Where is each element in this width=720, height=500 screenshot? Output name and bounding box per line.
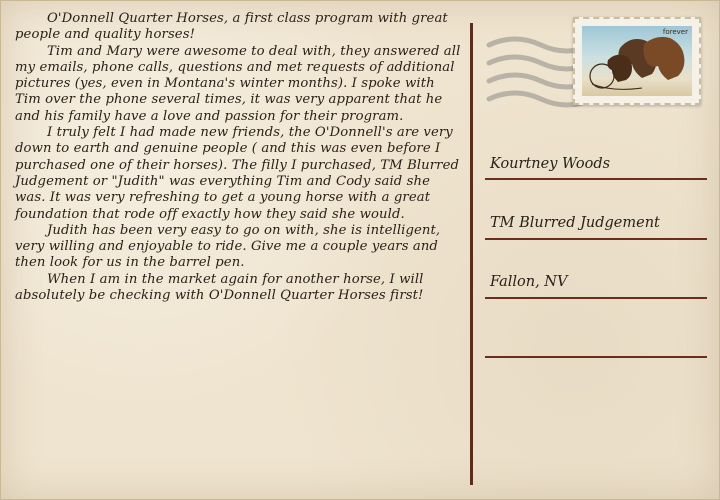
message-paragraph-4: Judith has been very easy to go on with, she is intelligent, very willing and enjoyable to ride. Give me a couple years and then look for us in the barrel pen. bbox=[15, 222, 441, 271]
message-paragraph-1: O'Donnell Quarter Horses, a first class program with great people and quality horses! bbox=[15, 11, 448, 43]
address-rule-1 bbox=[485, 178, 707, 180]
address-rule-3 bbox=[485, 297, 707, 299]
address-rule-4 bbox=[485, 356, 707, 358]
stamp-denomination: forever bbox=[662, 28, 688, 36]
testimonial-message bbox=[15, 11, 463, 304]
postcard-divider bbox=[470, 23, 473, 485]
recipient-location: Fallon, NV bbox=[490, 274, 568, 290]
message-paragraph-5: When I am in the market again for another horse, I will absolutely be checking with O'Donnell Quarter Horses first! bbox=[15, 271, 424, 304]
postage-stamp bbox=[573, 17, 701, 105]
horse-name: TM Blurred Judgement bbox=[490, 215, 660, 231]
stamp-image bbox=[582, 26, 692, 96]
address-rule-2 bbox=[485, 238, 707, 240]
horse-heads-icon bbox=[582, 26, 692, 96]
recipient-name: Kourtney Woods bbox=[490, 156, 611, 172]
message-paragraph-2: Tim and Mary were awesome to deal with, they answered all my emails, phone calls, questions and met requests of additional pictures (yes, even in Montana's winter months). I spoke with Tim over the phone several times, it was very apparent that he and his family have a love and passion for their program. bbox=[15, 43, 461, 124]
message-paragraph-3: I truly felt I had made new friends, the O'Donnell's are very down to earth and genuine people ( and this was even before I purchased one of their horses). The filly I purchased, TM Blurred Judgement or "Judith" was everything Tim and Cody said she was. It was very refreshing to get a young horse with a great foundation that rode off exactly how they said she would. bbox=[15, 125, 460, 222]
